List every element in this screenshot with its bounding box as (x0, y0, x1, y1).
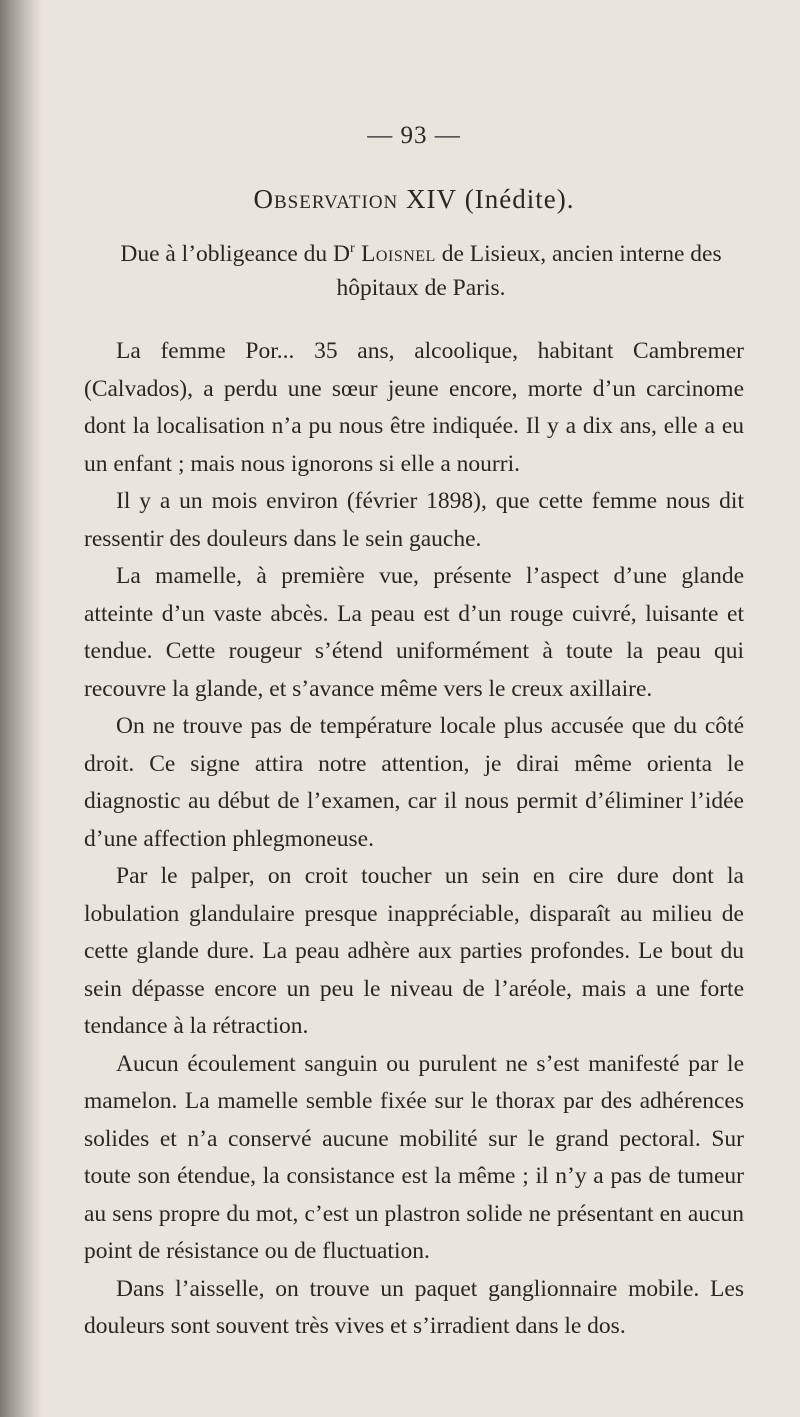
paragraph: On ne trouve pas de température locale plus accusée que du côté droit. Ce signe attira notre attention, je dirai même orienta le diagnostic au début de l’examen, car il nous permit d’éliminer l’idée d’une affection phlegmoneuse. (84, 713, 744, 852)
observation-credit (98, 232, 744, 305)
credit-before: Due à l’obligeance du D (120, 240, 351, 267)
paragraph: Il y a un mois environ (février 1898), que cette femme nous dit ressentir des douleurs dans le sein gauche. (84, 488, 744, 552)
paragraph: Aucun écoulement sanguin ou purulent ne s’est manifesté par le mamelon. La mamelle semble fixée sur le thorax par des adhérences solides et n’a conservé aucune mobilité sur le grand pectoral. Sur toute son étendue, la consistance est la même ; il n’y a pas de tumeur au sens propre du mot, c’est un plastron solide ne présentant en aucun point de résistance ou de fluctuation. (84, 1050, 744, 1264)
credit-after: de Lisieux, ancien interne des hôpitaux de Paris. (336, 240, 722, 301)
paragraph: La mamelle, à première vue, présente l’aspect d’une glande atteinte d’un vaste abcès. La peau est d’un rouge cuivré, luisante et tendue. Cette rougeur s’étend uniformément à toute la peau qui recouvre la glande, et s’avance même vers le creux axillaire. (84, 563, 744, 702)
observation-title-note: (Inédite). (457, 184, 575, 214)
observation-title (84, 184, 744, 215)
credit-doctor-name: Loisnel (354, 240, 436, 267)
page-edge-shadow (0, 0, 42, 1417)
observation-title-main: Observation XIV (253, 184, 458, 214)
paragraph: Dans l’aisselle, on trouve un paquet ganglionnaire mobile. Les douleurs sont souvent très vives et s’irradient dans le dos. (84, 1275, 744, 1339)
paragraph: La femme Por... 35 ans, alcoolique, habitant Cambremer (Calvados), a perdu une sœur jeune encore, morte d’un carcinome dont la localisation n’a pu nous être indiquée. Il y a dix ans, elle a eu un enfant ; mais nous ignorons si elle a nourri. (84, 338, 744, 477)
body-text (84, 333, 744, 1346)
credit-sup: r (350, 241, 355, 256)
paragraph: Par le palper, on croit toucher un sein en cire dure dont la lobulation glandulaire presque inappréciable, disparaît au milieu de cette glande dure. La peau adhère aux parties profondes. Le bout du sein dépasse encore un peu le niveau de l’aréole, mais a une forte tendance à la rétraction. (84, 863, 744, 1039)
page-number: — 93 — (367, 122, 461, 149)
